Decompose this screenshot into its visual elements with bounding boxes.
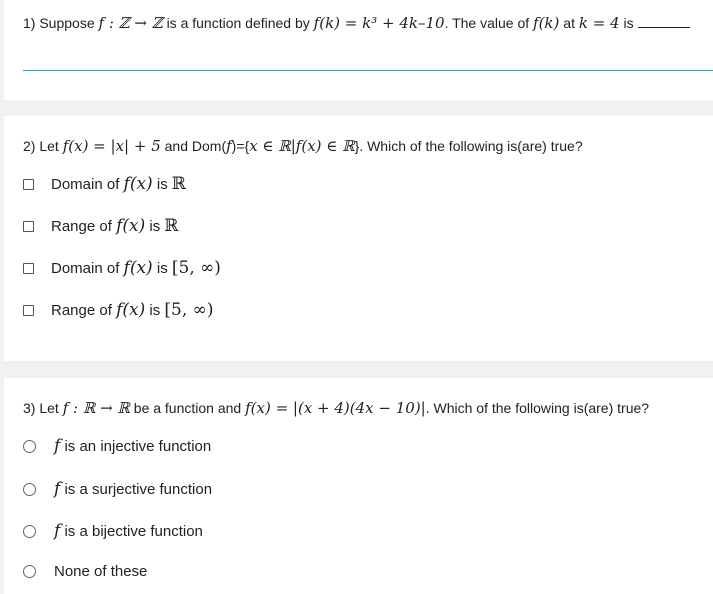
question-number: 3) [23, 400, 36, 416]
question-1-card [4, 0, 713, 100]
option-radio-2[interactable] [23, 479, 212, 499]
math-expression: f(x) = |(x + 4)(4x − 10)| [245, 399, 426, 417]
option-checkbox-3[interactable] [23, 258, 221, 278]
math-expression: f [54, 479, 61, 499]
math-expression: [5, ∞) [171, 258, 221, 278]
option-label: Domain of [51, 175, 120, 193]
q-text: is [623, 15, 634, 31]
question-3-text [23, 399, 649, 417]
option-label: is [156, 259, 168, 277]
q-text: )={ [231, 138, 250, 154]
math-expression: f(x) [123, 258, 153, 278]
radio-button[interactable] [23, 565, 36, 578]
q-text: Let [39, 400, 59, 416]
math-expression: f(k) = k³ + 4k–10 [313, 14, 445, 32]
fill-blank [638, 15, 690, 28]
math-expression: ℝ [171, 174, 187, 194]
option-radio-3[interactable] [23, 521, 203, 541]
option-label: Range of [51, 301, 112, 319]
radio-button[interactable] [23, 483, 36, 496]
radio-button[interactable] [23, 525, 36, 538]
option-label: is an injective function [64, 437, 212, 455]
question-1-text [23, 14, 690, 32]
q-text: . Which of the following is(are) true? [425, 400, 650, 416]
answer-input[interactable] [23, 70, 713, 71]
q-text: . The value of [444, 15, 530, 31]
math-expression: [5, ∞) [164, 300, 214, 320]
option-checkbox-4[interactable] [23, 300, 213, 320]
question-3-card [4, 378, 713, 594]
q-text: Suppose [39, 15, 95, 31]
option-label: is a surjective function [64, 480, 213, 498]
q-text: is a function defined by [166, 15, 310, 31]
question-2-card [4, 116, 713, 361]
math-expression: f : ℝ → ℝ [62, 399, 130, 417]
q-text: and Dom( [164, 138, 227, 154]
math-expression: f(x) [116, 300, 146, 320]
option-label: is [149, 301, 161, 319]
question-number: 1) [23, 15, 36, 31]
option-checkbox-1[interactable] [23, 174, 186, 194]
q-text: Let [39, 138, 59, 154]
option-checkbox-2[interactable] [23, 216, 179, 236]
q-text: at [563, 15, 575, 31]
q-text: be a function and [133, 400, 242, 416]
checkbox[interactable] [23, 179, 34, 190]
math-expression: f(x) [116, 216, 146, 236]
question-number: 2) [23, 138, 36, 154]
math-expression: f [54, 436, 61, 456]
checkbox[interactable] [23, 305, 34, 316]
option-label: None of these [54, 563, 148, 580]
math-expression: f(k) [533, 14, 560, 32]
question-2-text [23, 137, 583, 155]
math-expression: f(x) = |x| + 5 [62, 137, 161, 155]
option-radio-1[interactable] [23, 436, 211, 456]
option-label: Range of [51, 217, 112, 235]
option-label: is a bijective function [64, 522, 203, 540]
option-label: is [149, 217, 161, 235]
math-expression: k = 4 [578, 14, 620, 32]
math-expression: f [54, 521, 61, 541]
q-text: }. Which of the following is(are) true? [354, 138, 583, 154]
option-label: is [156, 175, 168, 193]
math-expression: f : ℤ → ℤ [98, 14, 163, 32]
math-expression: ℝ [164, 216, 179, 236]
checkbox[interactable] [23, 263, 34, 274]
radio-button[interactable] [23, 440, 36, 453]
option-label: Domain of [51, 259, 120, 277]
math-expression: f(x) [123, 174, 153, 194]
math-expression: f [226, 137, 232, 155]
math-expression: x ∈ ℝ|f(x) ∈ ℝ [249, 137, 355, 155]
checkbox[interactable] [23, 221, 34, 232]
option-radio-4[interactable] [23, 563, 147, 580]
